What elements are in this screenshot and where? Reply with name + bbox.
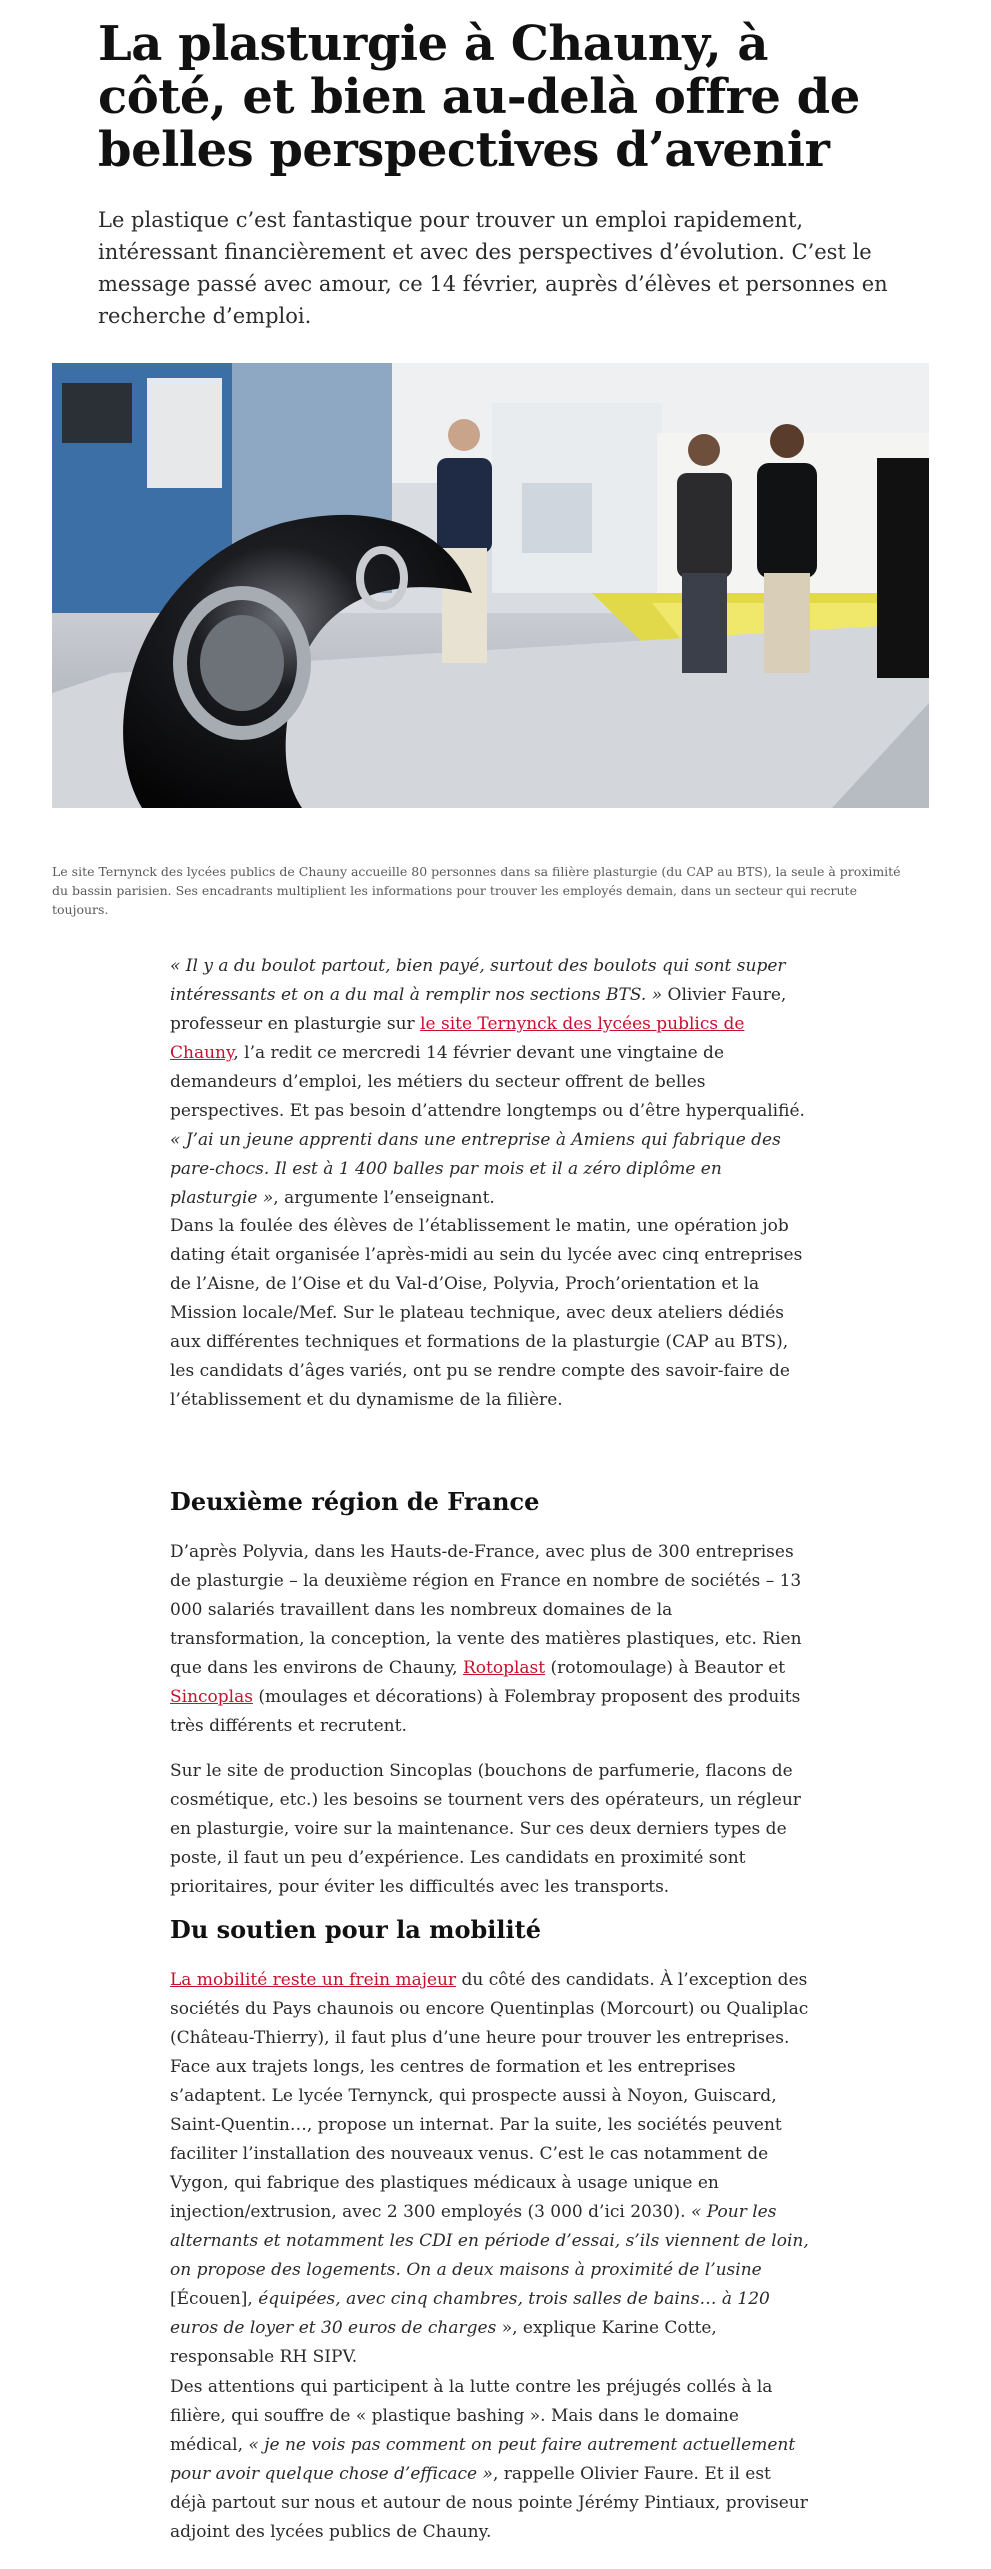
text: du côté des candidats. À l’exception des sociétés du Pays chaunois ou encore Quentinplas (Morcourt) ou Qualiplac (Château-Thierry), il faut plus d’une heure pour trouver les entreprises. Face aux trajets longs, les centres de formation et les entreprises s’adaptent. Le lycée Ternynck, qui prospecte aussi à Noyon, Guiscard, Saint-Quentin…, propose un internat. Par la suite, les sociétés peuvent faciliter l’installation des nouveaux venus. C’est le cas notamment de Vygon, qui fabrique des plastiques médicaux à usage unique en injection/extrusion, avec 2 300 employés (3 000 d’ici 2030).	[170, 1970, 809, 2222]
text: D’après Polyvia, dans les Hauts-de-France, avec plus de 300 entreprises de plasturgie – la deuxième région en France en nombre de sociétés – 13 000 salariés travaillent dans les nombreux domaines de la transformation, la conception, la vente des matières plastiques, etc. Rien que dans les environs de Chauny,	[170, 1542, 802, 1678]
paragraph-text: Sur le site de production Sincoplas (bouchons de parfumerie, flacons de cosmétique, etc.) les besoins se tournent vers des opérateurs, un régleur en plasturgie, voire sur la maintenance. Sur ces deux derniers types de poste, il faut un peu d’expérience. Les candidats en proximité sont prioritaires, pour éviter les difficultés avec les transports.	[170, 1761, 801, 1897]
workshop-photo-illustration	[52, 363, 929, 808]
article-paragraph-6	[170, 2373, 810, 2547]
link-sincoplas[interactable]: Sincoplas	[170, 1687, 253, 1707]
quote: « je ne vois pas comment on peut faire autrement actuellement pour avoir quelque chose d’efficace »	[170, 2435, 796, 2484]
text: , argumente l’enseignant.	[273, 1188, 495, 1208]
quote: « Pour les alternants et notamment les CDI en période d’essai, s’ils viennent de loin, on propose des logements. On a deux maisons à proximité de l’usine	[170, 2202, 809, 2280]
link-site-ternynck[interactable]: le site Ternynck des lycées publics de Chauny	[170, 1014, 745, 1063]
text: , rappelle Olivier Faure. Et il est déjà partout sur nous et autour de nous pointe Jérémy Pintiaux, proviseur adjoint des lycées publics de Chauny.	[170, 2464, 808, 2542]
link-mobilite-frein[interactable]: La mobilité reste un frein majeur	[170, 1970, 457, 1990]
text: Olivier Faure, professeur en plasturgie sur	[170, 985, 787, 1034]
text: (rotomoulage) à Beautor et	[545, 1658, 786, 1678]
article-paragraph-5	[170, 1966, 810, 2372]
section-heading-region: Deuxième région de France	[170, 1487, 540, 1516]
quote: équipées, avec cinq chambres, trois salles de bains… à 120 euros de loyer et 30 euros de charges	[170, 2289, 770, 2338]
quote: « Il y a du boulot partout, bien payé, surtout des boulots qui sont super intéressants et on a du mal à remplir nos sections BTS. »	[170, 956, 786, 1005]
quote: « J’ai un jeune apprenti dans une entreprise à Amiens qui fabrique des pare-chocs. Il est à 1 400 balles par mois et il a zéro diplôme en plasturgie »	[170, 1130, 781, 1208]
article-title: La plasturgie à Chauny, à côté, et bien au-delà offre de belles perspectives d’avenir	[98, 16, 860, 178]
photo-caption: Le site Ternynck des lycées publics de Chauny accueille 80 personnes dans sa filière plasturgie (du CAP au BTS), la seule à proximité du bassin parisien. Ses encadrants multiplient les informations pour trouver les employés demain, dans un secteur qui recrute toujours.	[52, 864, 901, 917]
text: [Écouen],	[170, 2289, 259, 2309]
section-heading-mobility: Du soutien pour la mobilité	[170, 1915, 542, 1944]
article-photo	[52, 363, 929, 808]
text: , l’a redit ce mercredi 14 février devant une vingtaine de demandeurs d’emploi, les métiers du secteur offrent de belles perspectives. Et pas besoin d’attendre longtemps ou d’être hyperqualifié.	[170, 1043, 805, 1121]
article-paragraph-3	[170, 1538, 810, 1741]
article-paragraph-2	[170, 1212, 810, 1415]
article-paragraph-4	[170, 1757, 810, 1902]
text: », explique Karine Cotte, responsable RH SIPV.	[170, 2318, 717, 2367]
text: (moulages et décorations) à Folembray proposent des produits très différents et recrutent.	[170, 1687, 801, 1736]
article-lead: Le plastique c’est fantastique pour trouver un emploi rapidement, intéressant financièrement et avec des perspectives d’évolution. C’est le message passé avec amour, ce 14 février, auprès d’élèves et personnes en recherche d’emploi.	[98, 208, 888, 328]
link-rotoplast[interactable]: Rotoplast	[463, 1658, 546, 1678]
text: Des attentions qui participent à la lutte contre les préjugés collés à la filière, qui souffre de « plastique bashing ». Mais dans le domaine médical,	[170, 2377, 773, 2455]
article-paragraph-1	[170, 952, 810, 1213]
paragraph-text: Dans la foulée des élèves de l’établissement le matin, une opération job dating était organisée l’après-midi au sein du lycée avec cinq entreprises de l’Aisne, de l’Oise et du Val-d’Oise, Polyvia, Proch’orientation et la Mission locale/Mef. Sur le plateau technique, avec deux ateliers dédiés aux différentes techniques et formations de la plasturgie (CAP au BTS), les candidats d’âges variés, ont pu se rendre compte des savoir-faire de l’établissement et du dynamisme de la filière.	[170, 1216, 803, 1410]
